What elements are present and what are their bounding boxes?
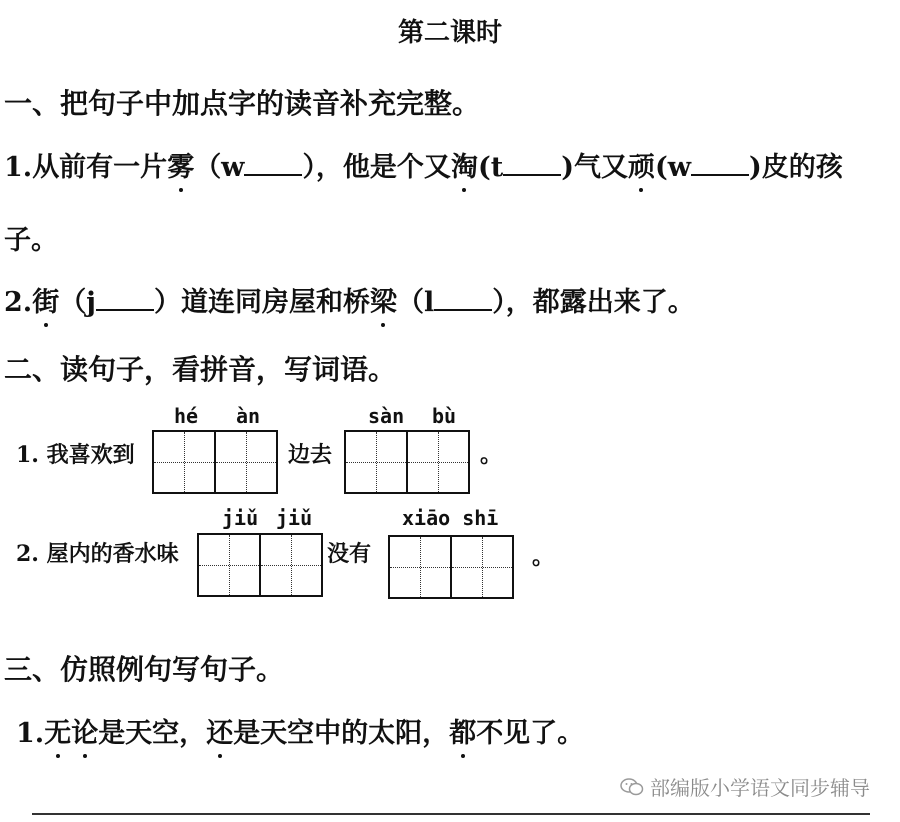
- writing-grid[interactable]: [388, 535, 514, 599]
- q-text: ），他是个又: [302, 152, 451, 183]
- dotted-char: 都: [449, 718, 477, 749]
- writing-cell[interactable]: [390, 537, 450, 597]
- s3-question-1: [16, 711, 584, 750]
- writing-cell[interactable]: [450, 537, 512, 597]
- pinyin: xiāo shī: [402, 506, 499, 530]
- q-text: （j: [59, 287, 96, 318]
- answer-blank[interactable]: [503, 148, 561, 176]
- s2-question-1-end: 。: [480, 442, 503, 468]
- pinyin: hé: [174, 404, 199, 428]
- writing-cell[interactable]: [199, 535, 259, 595]
- q-text: （w: [194, 152, 245, 183]
- dotted-char: 梁: [369, 287, 397, 318]
- page-title: 第二课时: [397, 18, 502, 48]
- answer-blank[interactable]: [691, 148, 749, 176]
- pinyin: jiǔ: [276, 506, 313, 530]
- q-text: 是天空，: [98, 718, 207, 749]
- writing-grid[interactable]: [152, 430, 278, 494]
- bottom-rule: [32, 813, 870, 815]
- writing-cell[interactable]: [406, 432, 468, 492]
- s2-question-1-mid: 边去: [288, 442, 333, 468]
- dotted-char: 还: [206, 718, 234, 749]
- answer-blank[interactable]: [434, 283, 492, 311]
- s1-question-1-continued: 子。: [4, 225, 58, 256]
- q-text: （l: [396, 287, 435, 318]
- q-text: 从前有一片: [32, 152, 168, 183]
- q-number: 2.: [4, 287, 33, 318]
- writing-grid[interactable]: [344, 430, 470, 494]
- writing-grid[interactable]: [197, 533, 323, 597]
- q-number: 1.: [16, 718, 45, 749]
- section2-heading: 二、读句子，看拼音，写词语。: [4, 353, 397, 386]
- s1-question-1: [4, 145, 843, 184]
- q-text: 不见了。: [476, 718, 585, 749]
- q-number: 1.: [4, 152, 33, 183]
- s2-question-2-end: 。: [532, 544, 555, 570]
- dotted-char: 顽: [627, 152, 655, 183]
- answer-blank[interactable]: [244, 148, 302, 176]
- dotted-char: 无: [44, 718, 72, 749]
- watermark: [620, 772, 870, 801]
- q-text: ）道连同房屋和桥: [153, 287, 370, 318]
- s1-question-2: [4, 280, 695, 319]
- dotted-char: 淘: [450, 152, 478, 183]
- pinyin: àn: [236, 404, 261, 428]
- q-text: )气又: [561, 152, 628, 183]
- s2-question-1-prefix: 1. 我喜欢到: [16, 442, 135, 468]
- dotted-char: 雾: [167, 152, 195, 183]
- watermark-text: 部编版小学语文同步辅导: [650, 776, 870, 800]
- dotted-char: 论: [71, 718, 99, 749]
- writing-cell[interactable]: [214, 432, 276, 492]
- section1-heading: 一、把句子中加点字的读音补充完整。: [4, 87, 481, 120]
- dotted-char: 街: [32, 287, 60, 318]
- wechat-icon: [620, 778, 644, 796]
- writing-cell[interactable]: [346, 432, 406, 492]
- pinyin: bù: [432, 404, 457, 428]
- s2-question-2-mid: 没有: [327, 541, 372, 567]
- q-text: )皮的孩: [749, 152, 843, 183]
- q-text: 是天空中的太阳，: [233, 718, 450, 749]
- q-text: (w: [654, 152, 691, 183]
- pinyin: jiǔ: [222, 506, 259, 530]
- section3-heading: 三、仿照例句写句子。: [4, 653, 285, 686]
- pinyin: sàn: [368, 404, 405, 428]
- writing-cell[interactable]: [259, 535, 321, 595]
- s2-question-2-prefix: 2. 屋内的香水味: [16, 541, 179, 567]
- answer-blank[interactable]: [96, 283, 154, 311]
- q-text: (t: [477, 152, 504, 183]
- q-text: ），都露出来了。: [492, 287, 695, 318]
- writing-cell[interactable]: [154, 432, 214, 492]
